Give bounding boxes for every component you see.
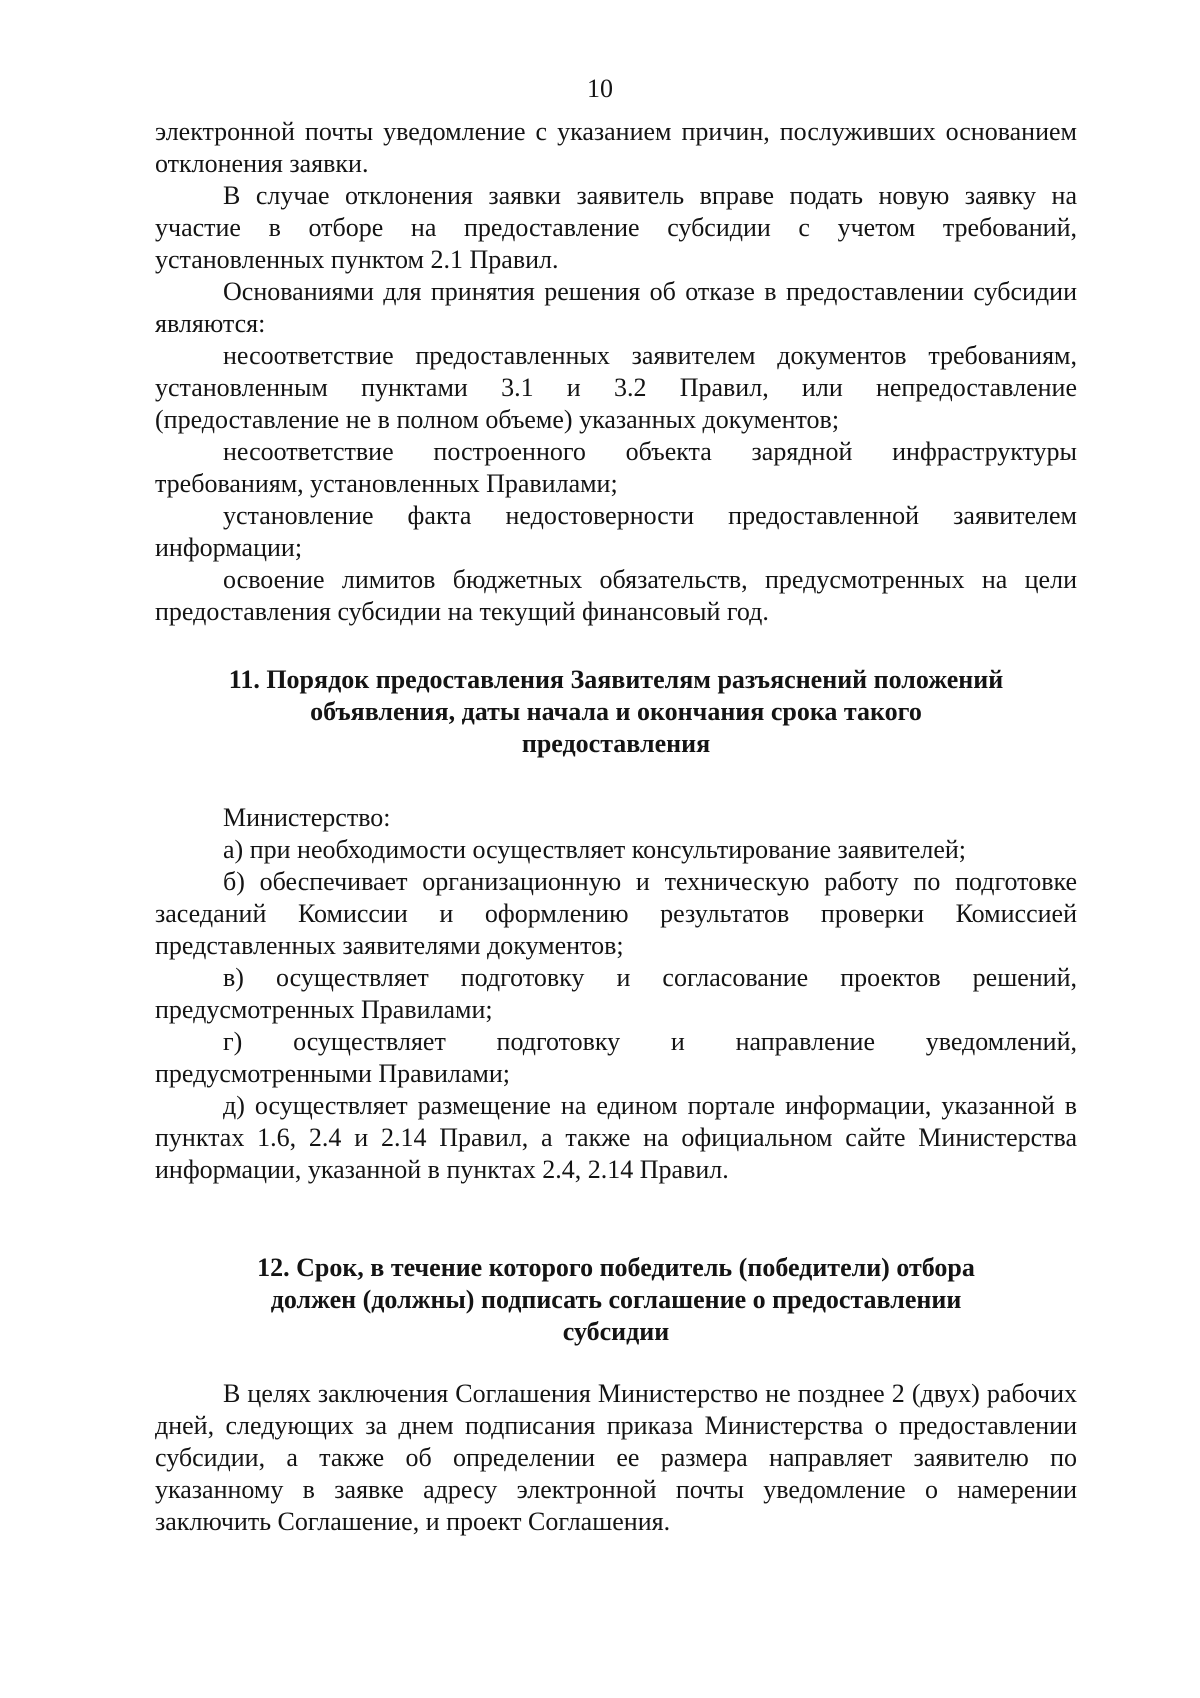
section-11-item: д) осуществляет размещение на едином портале информации, указанной в пунктах 1.6, 2.4 и 2.14 Правил, а также на официальном сайте Министерства информации, указанной в пунктах 2.4, 2.14 Правил.	[155, 1091, 1077, 1184]
section-11-intro: Министерство:	[223, 803, 391, 832]
document-body	[155, 116, 1077, 1538]
section-11-heading-line: 11. Порядок предоставления Заявителям разъяснений положений	[228, 665, 1004, 694]
section-11-item: б) обеспечивает организационную и техническую работу по подготовке заседаний Комиссии и оформлению результатов проверки Комиссией представленных заявителями документов;	[155, 867, 1077, 960]
section-11-item: в) осуществляет подготовку и согласование проектов решений, предусмотренных Правилами;	[155, 963, 1077, 1024]
section-11-heading-line: предоставления	[521, 729, 711, 758]
section-11-item: г) осуществляет подготовку и направление уведомлений, предусмотренными Правилами;	[155, 1027, 1077, 1088]
section-12-heading-line: 12. Срок, в течение которого победитель (победители) отбора	[257, 1253, 975, 1282]
refusal-ground-item: несоответствие предоставленных заявителем документов требованиям, установленным пунктами 3.1 и 3.2 Правил, или непредоставление (предоставление не в полном объеме) указанных документов;	[155, 341, 1077, 434]
section-12-heading-line: субсидии	[562, 1317, 670, 1346]
refusal-ground-item: установление факта недостоверности предоставленной заявителем информации;	[155, 501, 1077, 562]
section-12-paragraph: В целях заключения Соглашения Министерство не позднее 2 (двух) рабочих дней, следующих за днем подписания приказа Министерства о предоставлении субсидии, а также об определении ее размера направляет заявителю по указанному в заявке адресу электронной почты уведомление о намерении заключить Соглашение, и проект Соглашения.	[155, 1379, 1077, 1536]
section-11-heading	[155, 664, 1077, 760]
refusal-ground-item: освоение лимитов бюджетных обязательств, предусмотренных на цели предоставления субсидии на текущий финансовый год.	[155, 565, 1077, 626]
section-12-heading	[155, 1252, 1077, 1348]
section-11-heading-line: объявления, даты начала и окончания срока такого	[310, 697, 922, 726]
section-11-item: а) при необходимости осуществляет консультирование заявителей;	[223, 835, 967, 864]
page-number: 10	[587, 74, 613, 103]
paragraph-continuation: электронной почты уведомление с указанием причин, послуживших основанием отклонения заявки.	[155, 117, 1077, 178]
paragraph-rejection-reapply: В случае отклонения заявки заявитель вправе подать новую заявку на участие в отборе на предоставление субсидии с учетом требований, установленных пунктом 2.1 Правил.	[155, 181, 1077, 274]
refusal-ground-item: несоответствие построенного объекта зарядной инфраструктуры требованиям, установленных Правилами;	[155, 437, 1077, 498]
paragraph-refusal-grounds: Основаниями для принятия решения об отказе в предоставлении субсидии являются:	[155, 277, 1077, 338]
section-12-heading-line: должен (должны) подписать соглашение о предоставлении	[270, 1285, 962, 1314]
